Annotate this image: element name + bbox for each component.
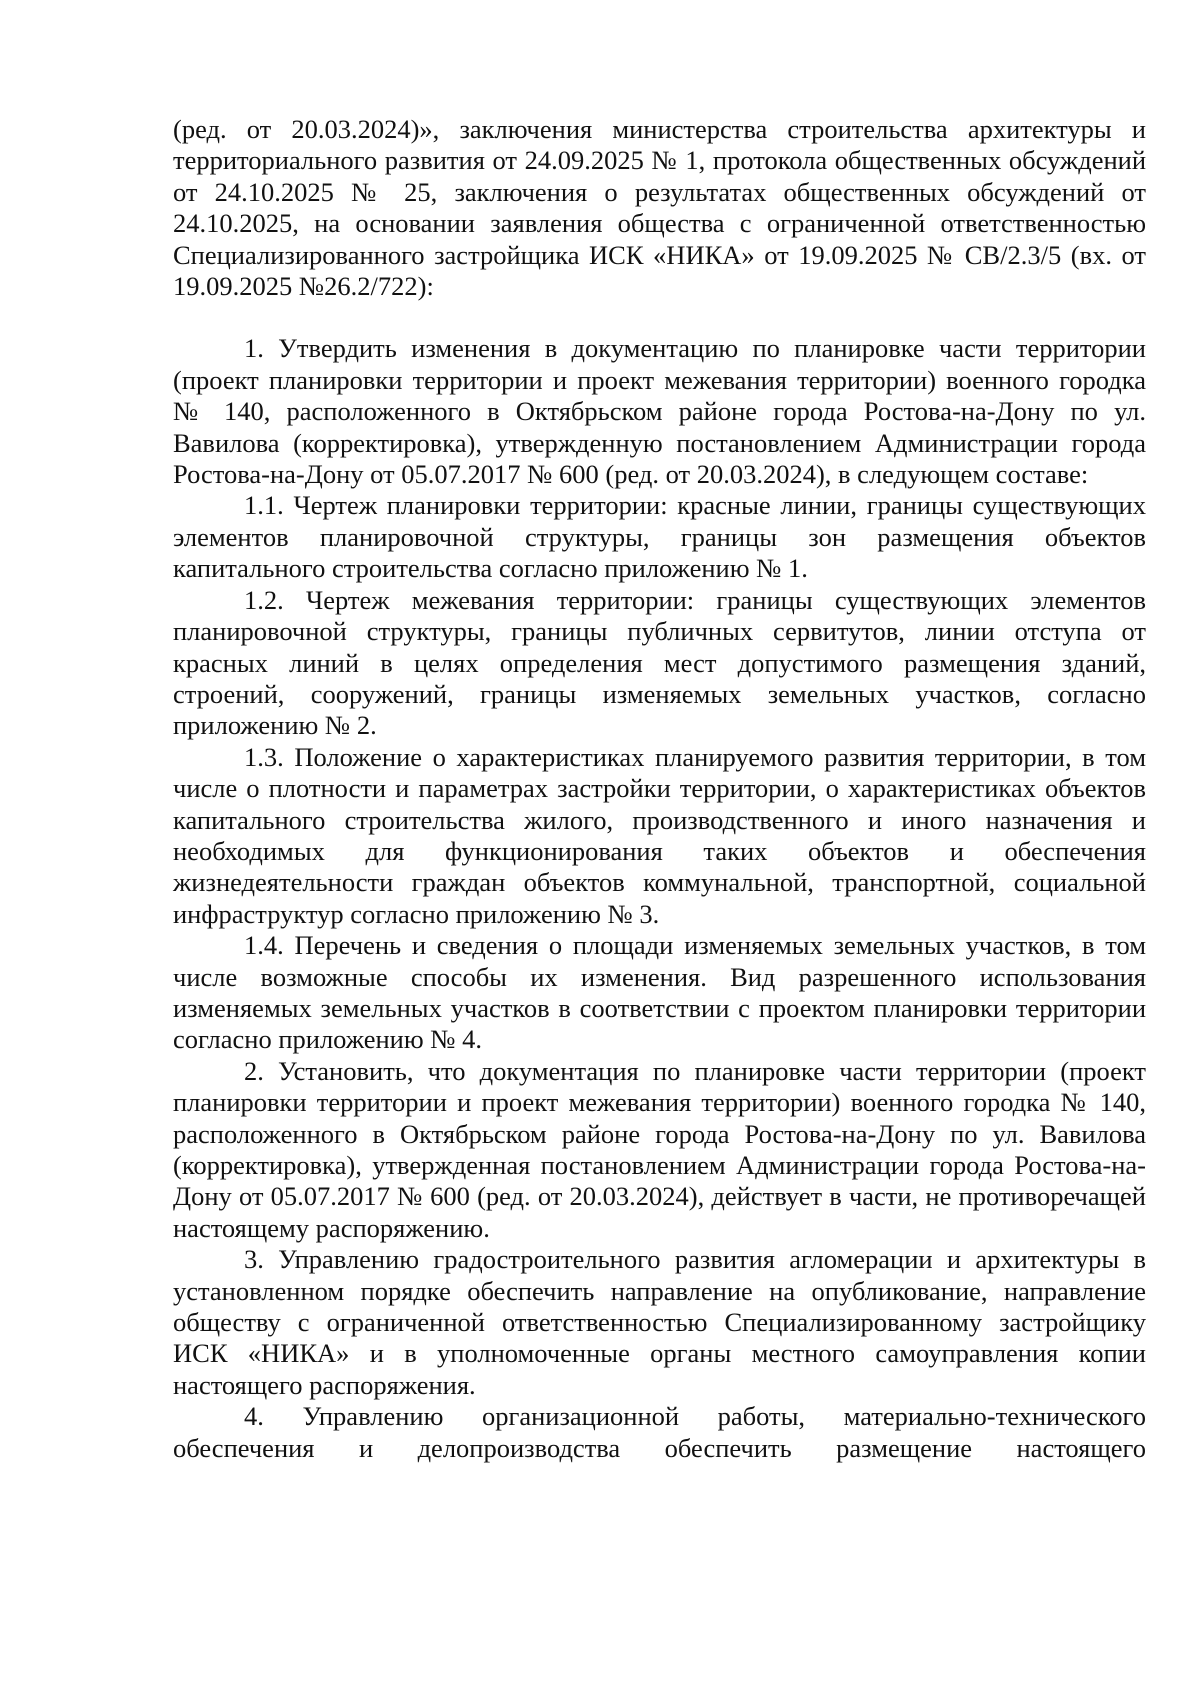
item-1-3-paragraph: 1.3. Положение о характеристиках планируемого развития территории, в том числе о плотности и параметрах застройки территории, о характеристиках объектов капитального строительства жилого, производственного и иного назначения и необходимых для функционирования таких объектов и обеспечения жизнедеятельности граждан объектов коммунальной, транспортной, социальной инфраструктур согласно приложению № 3. <box>173 741 1146 929</box>
item-1-4-paragraph: 1.4. Перечень и сведения о площади изменяемых земельных участков, в том числе возможные способы их изменения. Вид разрешенного использования изменяемых земельных участков в соответствии с проектом планировки территории согласно приложению № 4. <box>173 930 1146 1055</box>
item-1-2-paragraph: 1.2. Чертеж межевания территории: границы существующих элементов планировочной структуры, границы публичных сервитутов, линии отступа от красных линий в целях определения мест допустимого размещения зданий, строений, сооружений, границы изменяемых земельных участков, согласно приложению № 2. <box>173 584 1146 741</box>
item-4-paragraph: 4. Управлению организационной работы, материально-технического обеспечения и делопроизводства обеспечить размещение настоящего <box>173 1401 1146 1463</box>
document-page <box>173 114 1146 1464</box>
item-1-1-paragraph: 1.1. Чертеж планировки территории: красные линии, границы существующих элементов планировочной структуры, границы зон размещения объектов капитального строительства согласно приложению № 1. <box>173 490 1146 584</box>
preamble-paragraph: (ред. от 20.03.2024)», заключения министерства строительства архитектуры и территориального развития от 24.09.2025 № 1, протокола общественных обсуждений от 24.10.2025 № 25, заключения о результатах общественных обсуждений от 24.10.2025, на основании заявления общества с ограниченной ответственностью Специализированного застройщика ИСК «НИКА» от 19.09.2025 № СВ/2.3/5 (вх. от 19.09.2025 №26.2/722): <box>173 114 1146 302</box>
item-2-paragraph: 2. Установить, что документация по планировке части территории (проект планировки территории и проект межевания территории) военного городка № 140, расположенного в Октябрьском районе города Ростова-на-Дону по ул. Вавилова (корректировка), утвержденная постановлением Администрации города Ростова-на-Дону от 05.07.2017 № 600 (ред. от 20.03.2024), действует в части, не противоречащей настоящему распоряжению. <box>173 1055 1146 1243</box>
item-1-paragraph: 1. Утвердить изменения в документацию по планировке части территории (проект планировки территории и проект межевания территории) военного городка № 140, расположенного в Октябрьском районе города Ростова-на-Дону по ул. Вавилова (корректировка), утвержденную постановлением Администрации города Ростова-на-Дону от 05.07.2017 № 600 (ред. от 20.03.2024), в следующем составе: <box>173 333 1146 490</box>
item-3-paragraph: 3. Управлению градостроительного развития агломерации и архитектуры в установленном порядке обеспечить направление на опубликование, направление обществу с ограниченной ответственностью Специализированному застройщику ИСК «НИКА» и в уполномоченные органы местного самоуправления копии настоящего распоряжения. <box>173 1244 1146 1400</box>
